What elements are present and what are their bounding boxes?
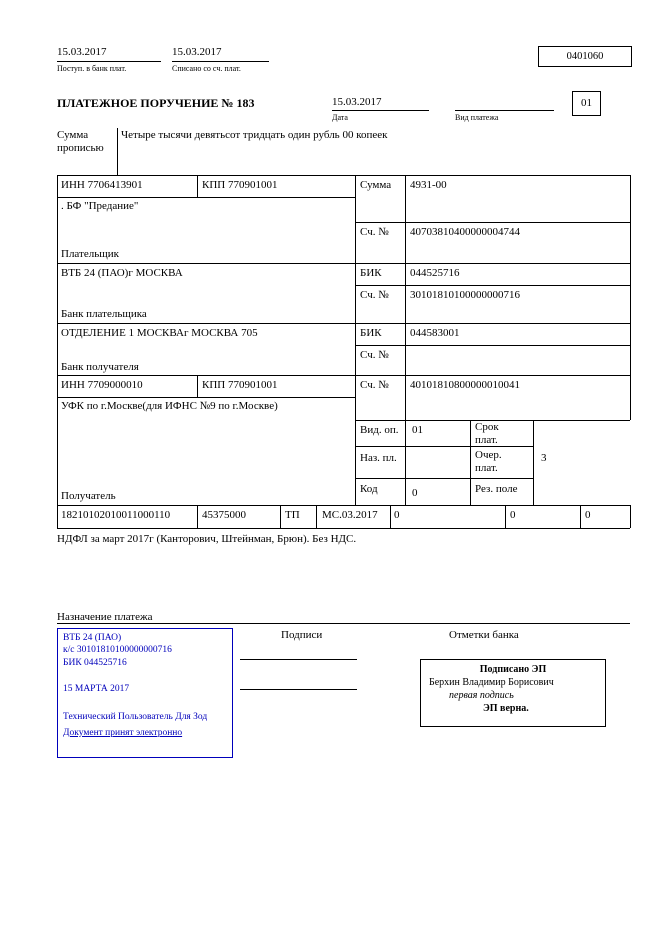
- grid-line: [57, 197, 355, 198]
- grid-line: [505, 505, 506, 528]
- payer-account-value: 40703810400000004744: [410, 226, 520, 238]
- tax-doc-date: 0: [510, 509, 516, 521]
- payee-kpp: КПП 770901001: [202, 379, 278, 391]
- grid-line: [580, 505, 581, 528]
- term-label: Срок плат.: [475, 421, 499, 446]
- debited-date-underline: [172, 61, 269, 62]
- tax-kbk: 18210102010011000110: [61, 509, 171, 521]
- grid-line: [197, 505, 198, 528]
- grid-line: [57, 397, 355, 398]
- grid-line: [197, 175, 198, 197]
- payer-status-box: 01: [572, 91, 601, 116]
- grid-line: [355, 345, 630, 346]
- signatures-label: Подписи: [281, 629, 323, 641]
- esign-signature-kind: первая подпись: [449, 690, 514, 701]
- document-date: 15.03.2017: [332, 96, 382, 108]
- grid-line: [355, 478, 533, 479]
- priority-label: Очер. плат.: [475, 449, 502, 474]
- stamp-date: 15 МАРТА 2017: [63, 684, 130, 695]
- amount-value: 4931-00: [410, 179, 447, 191]
- payer-name: . БФ "Предание": [61, 200, 139, 212]
- tax-doc-number: 0: [394, 509, 400, 521]
- grid-line: [316, 505, 317, 528]
- grid-line: [117, 128, 118, 175]
- document-title: ПЛАТЕЖНОЕ ПОРУЧЕНИЕ № 183: [57, 96, 255, 110]
- bank-marks-label: Отметки банка: [449, 629, 519, 641]
- payment-kind-underline: [455, 110, 554, 111]
- payment-purpose-text: НДФЛ за март 2017г (Канторович, Штейнман, Брюн). Без НДС.: [57, 533, 357, 545]
- amount-label: Сумма: [360, 179, 392, 191]
- debited-date: 15.03.2017: [172, 46, 222, 58]
- amount-words-label: Сумма прописью: [57, 129, 104, 154]
- payment-purpose-label: Назначение платежа: [57, 611, 153, 623]
- grid-line: [57, 175, 58, 528]
- tax-payment-type: 0: [585, 509, 591, 521]
- document-date-underline: [332, 110, 429, 111]
- debited-date-label: Списано со сч. плат.: [172, 64, 241, 73]
- payee-inn: ИНН 7709000010: [61, 379, 143, 391]
- grid-line: [355, 285, 630, 286]
- stamp-status: Документ принят электронно: [63, 727, 183, 738]
- payee-bank-bik: 044583001: [410, 327, 460, 339]
- payer-kpp: КПП 770901001: [202, 179, 278, 191]
- payer-inn: ИНН 7706413901: [61, 179, 143, 191]
- stamp-user: Технический Пользователь Для Зод: [63, 712, 208, 723]
- payer-bank-acc-label: Сч. №: [360, 289, 389, 301]
- tax-oktmo: 45375000: [202, 509, 246, 521]
- esign-title: Подписано ЭП: [479, 664, 547, 675]
- payee-bank-bik-label: БИК: [360, 327, 382, 339]
- grid-line: [533, 420, 534, 505]
- payment-kind-label: Вид платежа: [455, 113, 499, 122]
- payee-acc: 40101810800000010041: [410, 379, 520, 391]
- received-date-label: Поступ. в банк плат.: [57, 64, 127, 73]
- grid-line: [57, 375, 630, 376]
- grid-line: [390, 505, 391, 528]
- payee-acc-label: Сч. №: [360, 379, 389, 391]
- payer-bank-bik: 044525716: [410, 267, 460, 279]
- grid-line: [405, 175, 406, 505]
- payee-bank-section-label: Банк получателя: [61, 361, 139, 373]
- esign-valid-text: ЭП верна.: [483, 703, 529, 714]
- reserve-field-label: Рез. поле: [475, 483, 518, 495]
- payer-bank-bik-label: БИК: [360, 267, 382, 279]
- payer-bank-acc: 30101810100000000716: [410, 289, 520, 301]
- grid-line: [470, 420, 471, 505]
- stamp-bik: БИК 044525716: [63, 657, 127, 668]
- received-date: 15.03.2017: [57, 46, 107, 58]
- signature-line: [240, 689, 357, 690]
- grid-line: [355, 222, 630, 223]
- payee-bank-acc-label: Сч. №: [360, 349, 389, 361]
- received-date-underline: [57, 61, 161, 62]
- payer-bank-name: ВТБ 24 (ПАО)г МОСКВА: [61, 267, 183, 279]
- grid-line: [57, 528, 630, 529]
- grid-line: [280, 505, 281, 528]
- esign-signer-name: Берхин Владимир Борисович: [429, 677, 554, 688]
- purpose-code-label: Наз. пл.: [360, 452, 397, 464]
- op-type-label: Вид. оп.: [360, 424, 399, 436]
- payer-account-label: Сч. №: [360, 226, 389, 238]
- document-date-label: Дата: [332, 113, 348, 122]
- grid-line: [630, 505, 631, 528]
- payer-bank-section-label: Банк плательщика: [61, 308, 147, 320]
- grid-line: [630, 175, 631, 420]
- tax-period: МС.03.2017: [322, 509, 378, 521]
- code-value: 0: [412, 487, 418, 499]
- grid-line: [57, 175, 630, 176]
- priority-value: 3: [541, 452, 547, 464]
- stamp-corr-account: к/с 30101810100000000716: [63, 645, 172, 656]
- payee-section-label: Получатель: [61, 490, 116, 502]
- tax-basis: ТП: [285, 509, 300, 521]
- code-label: Код: [360, 483, 378, 495]
- grid-line: [57, 505, 630, 506]
- op-type-value: 01: [412, 424, 423, 436]
- payee-name: УФК по г.Москве(для ИФНС №9 по г.Москве): [61, 400, 278, 412]
- bank-electronic-stamp: [57, 628, 233, 758]
- amount-words-value: Четыре тысячи девятьсот тридцать один рубль 00 копеек: [121, 129, 388, 141]
- grid-line: [57, 323, 630, 324]
- payer-section-label: Плательщик: [61, 248, 119, 260]
- stamp-bank-name: ВТБ 24 (ПАО): [63, 633, 122, 643]
- grid-line: [57, 623, 630, 624]
- grid-line: [197, 375, 198, 397]
- signature-line: [240, 659, 357, 660]
- grid-line: [355, 175, 356, 505]
- grid-line: [57, 263, 630, 264]
- form-code-box: 0401060: [538, 46, 632, 67]
- esignature-stamp: [420, 659, 606, 727]
- payee-bank-name: ОТДЕЛЕНИЕ 1 МОСКВАг МОСКВА 705: [61, 327, 258, 339]
